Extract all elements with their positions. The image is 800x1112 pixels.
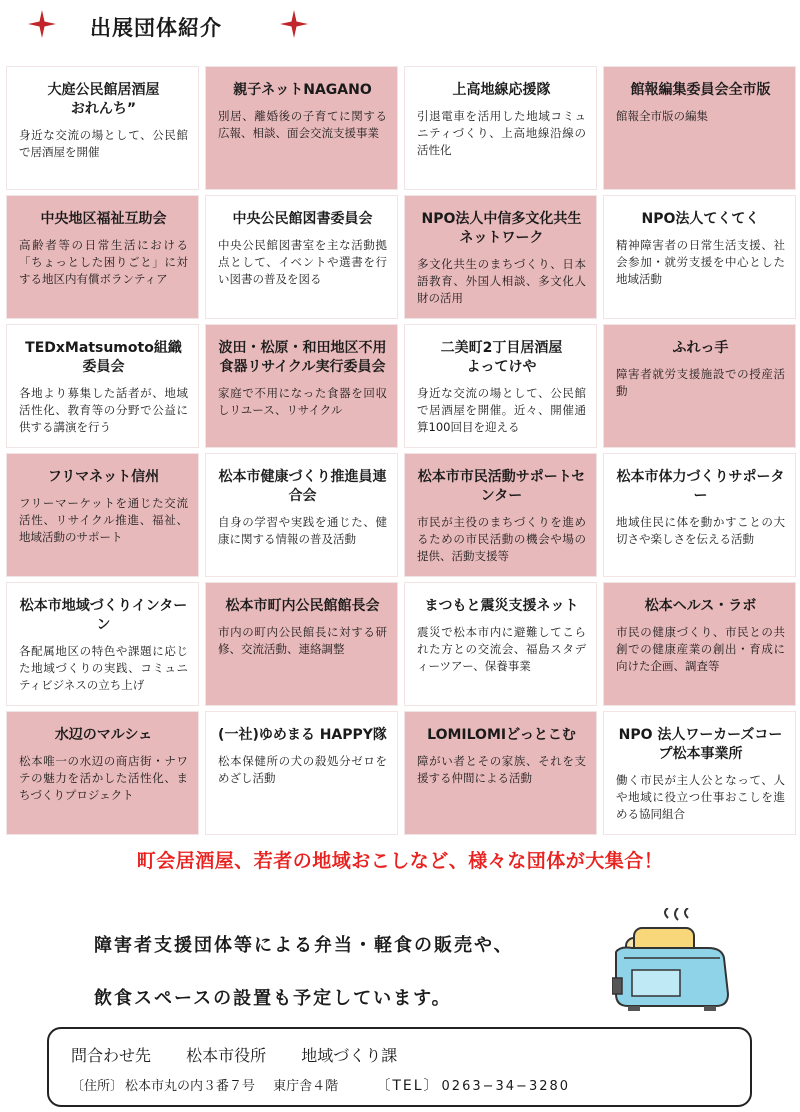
organization-description: 松本唯一の水辺の商店街・ナワテの魅力を活かした活性化、まちづくりプロジェクト <box>19 754 188 802</box>
organization-card <box>6 66 199 190</box>
organization-card <box>603 453 796 577</box>
organization-name: 大庭公民館居酒屋 おれんち” <box>47 82 160 117</box>
organization-description: 高齢者等の日常生活における「ちょっとした困りごと」に対する地区内有償ボランティア <box>19 238 188 286</box>
organization-description: 市民が主役のまちづくりを進めるための市民活動の機会や場の提供、活動支援等 <box>417 515 586 563</box>
address-label: 〔住所〕 <box>71 1079 124 1094</box>
organization-name: ふれっ手 <box>672 340 729 356</box>
organization-description: 身近な交流の場として、公民館で居酒屋を開催 <box>19 128 188 159</box>
contact-label: 問合わせ先 <box>71 1046 152 1065</box>
organization-name: LOMILOMIどっとこむ <box>427 727 576 743</box>
organization-card <box>205 453 398 577</box>
organization-name: 松本市健康づくり推進員連合会 <box>218 469 387 504</box>
organization-description: 精神障害者の日常生活支援、社会参加・就労支援を中心とした地域活動 <box>616 238 785 286</box>
organization-name: 松本市市民活動サポートセンター <box>417 469 586 504</box>
organization-description: 各地より募集した話者が、地域活性化、教育等の分野で公益に供する講演を行う <box>19 386 188 434</box>
organization-card <box>603 711 796 835</box>
organization-card <box>6 582 199 706</box>
organization-card <box>404 453 597 577</box>
organization-description: 身近な交流の場として、公民館で居酒屋を開催。近々、開催通算100回目を迎える <box>417 386 586 434</box>
organization-card <box>6 453 199 577</box>
tel-label: 〔TEL〕 <box>376 1078 440 1094</box>
contact-line-main <box>71 1043 427 1066</box>
organization-name: 松本市体力づくりサポーター <box>616 469 785 504</box>
organization-card <box>6 324 199 448</box>
organization-description: 市民の健康づくり、市民との共創での健康産業の創出・育成に向けた企画、調査等 <box>616 625 785 673</box>
organization-description: 多文化共生のまちづくり、日本語教育、外国人相談、多文化人財の活用 <box>417 257 586 305</box>
contact-box <box>47 1027 752 1107</box>
organization-description: 中央公民館図書室を主な活動拠点として、イベントや選書を行い図書の普及を図る <box>218 238 387 286</box>
organization-description: 別居、離婚後の子育てに関する広報、相談、面会交流支援事業 <box>218 109 387 140</box>
organization-name: 中央公民館図書委員会 <box>232 211 373 227</box>
organization-description: 家庭で不用になった食器を回収しリユース、リサイクル <box>218 386 387 417</box>
organization-card <box>404 66 597 190</box>
organization-description: 震災で松本市内に避難してこられた方との交流会、福島スタディーツアー、保養事業 <box>417 625 586 673</box>
header <box>0 0 800 56</box>
organization-name: 館報編集委員会全市版 <box>630 82 771 98</box>
organization-name: TEDxMatsumoto組織委員会 <box>25 340 182 375</box>
organization-name: フリマネット信州 <box>47 469 160 485</box>
organization-description: 館報全市版の編集 <box>616 109 708 123</box>
organization-description: 障害者就労支援施設での授産活動 <box>616 367 785 398</box>
organization-card <box>205 66 398 190</box>
organization-name: (一社)ゆめまる HAPPY隊 <box>218 727 387 743</box>
address-text: 松本市丸の内３番７号 <box>125 1079 256 1094</box>
organization-description: 地域住民に体を動かすことの大切さや楽しさを伝える活動 <box>616 515 785 546</box>
building-text: 東庁舎４階 <box>273 1079 339 1094</box>
organization-name: NPO法人てくてく <box>641 211 760 227</box>
organization-name: 松本ヘルス・ラボ <box>644 598 757 614</box>
organization-name: NPO法人中信多文化共生ネットワーク <box>421 211 582 246</box>
organization-description: 働く市民が主人公となって、人や地域に役立つ仕事おこしを進める協同組合 <box>616 773 785 821</box>
tel-number: 0263−34−3280 <box>441 1079 571 1094</box>
organization-card <box>205 711 398 835</box>
organization-description: 障がい者とその家族、それを支援する仲間による活動 <box>417 754 586 785</box>
organization-description: 引退電車を活用した地域コミュニティづくり、上高地線沿線の活性化 <box>417 109 586 157</box>
organization-card <box>404 582 597 706</box>
contact-department: 地域づくり課 <box>301 1046 398 1065</box>
organization-card <box>603 66 796 190</box>
organization-description: 松本保健所の犬の殺処分ゼロをめざし活動 <box>218 754 387 785</box>
organization-card <box>6 711 199 835</box>
contact-office: 松本市役所 <box>186 1046 267 1065</box>
organization-card <box>404 711 597 835</box>
contact-line-address <box>71 1075 584 1095</box>
organization-card <box>6 195 199 319</box>
sparkle-star-icon <box>280 10 308 38</box>
organization-name: 波田・松原・和田地区不用食器リサイクル実行委員会 <box>218 340 387 375</box>
organization-card <box>404 195 597 319</box>
organization-name: 水辺のマルシェ <box>54 727 153 743</box>
organization-name: 二美町2丁目居酒屋 よってけや <box>440 340 563 375</box>
organization-description: 各配属地区の特色や課題に応じた地域づくりの実践、コミュニティビジネスの立ち上げ <box>19 644 188 692</box>
organization-name: 松本市町内公民館館長会 <box>225 598 380 614</box>
food-note-line-1: 障害者支援団体等による弁当・軽食の販売や、 <box>94 935 514 956</box>
organization-name: NPO 法人ワーカーズコープ松本事業所 <box>618 727 783 762</box>
organization-card <box>404 324 597 448</box>
organization-grid <box>6 66 796 835</box>
organization-name: まつもと震災支援ネット <box>424 598 579 614</box>
organization-card <box>205 195 398 319</box>
organization-name: 松本市地域づくりインターン <box>19 598 188 633</box>
food-note-line-2: 飲食スペースの設置も予定しています。 <box>94 988 452 1009</box>
organization-description: フリーマーケットを通じた交流活性、リサイクル推進、福祉、地域活動のサポート <box>19 496 188 544</box>
organization-description: 自身の学習や実践を通じた、健康に関する情報の普及活動 <box>218 515 387 546</box>
slogan: 町会居酒屋、若者の地域おこしなど、様々な団体が大集合！ <box>136 850 664 872</box>
organization-description: 市内の町内公民館長に対する研修、交流活動、連絡調整 <box>218 625 387 656</box>
organization-card <box>603 195 796 319</box>
organization-card <box>205 582 398 706</box>
organization-card <box>603 582 796 706</box>
organization-name: 上高地線応援隊 <box>452 82 551 98</box>
organization-name: 中央地区福祉互助会 <box>40 211 167 227</box>
organization-card <box>205 324 398 448</box>
sparkle-star-icon <box>28 10 56 38</box>
organization-card <box>603 324 796 448</box>
toaster-icon <box>612 908 734 1012</box>
organization-name: 親子ネットNAGANO <box>233 82 372 98</box>
page-title: 出展団体紹介 <box>90 16 222 40</box>
